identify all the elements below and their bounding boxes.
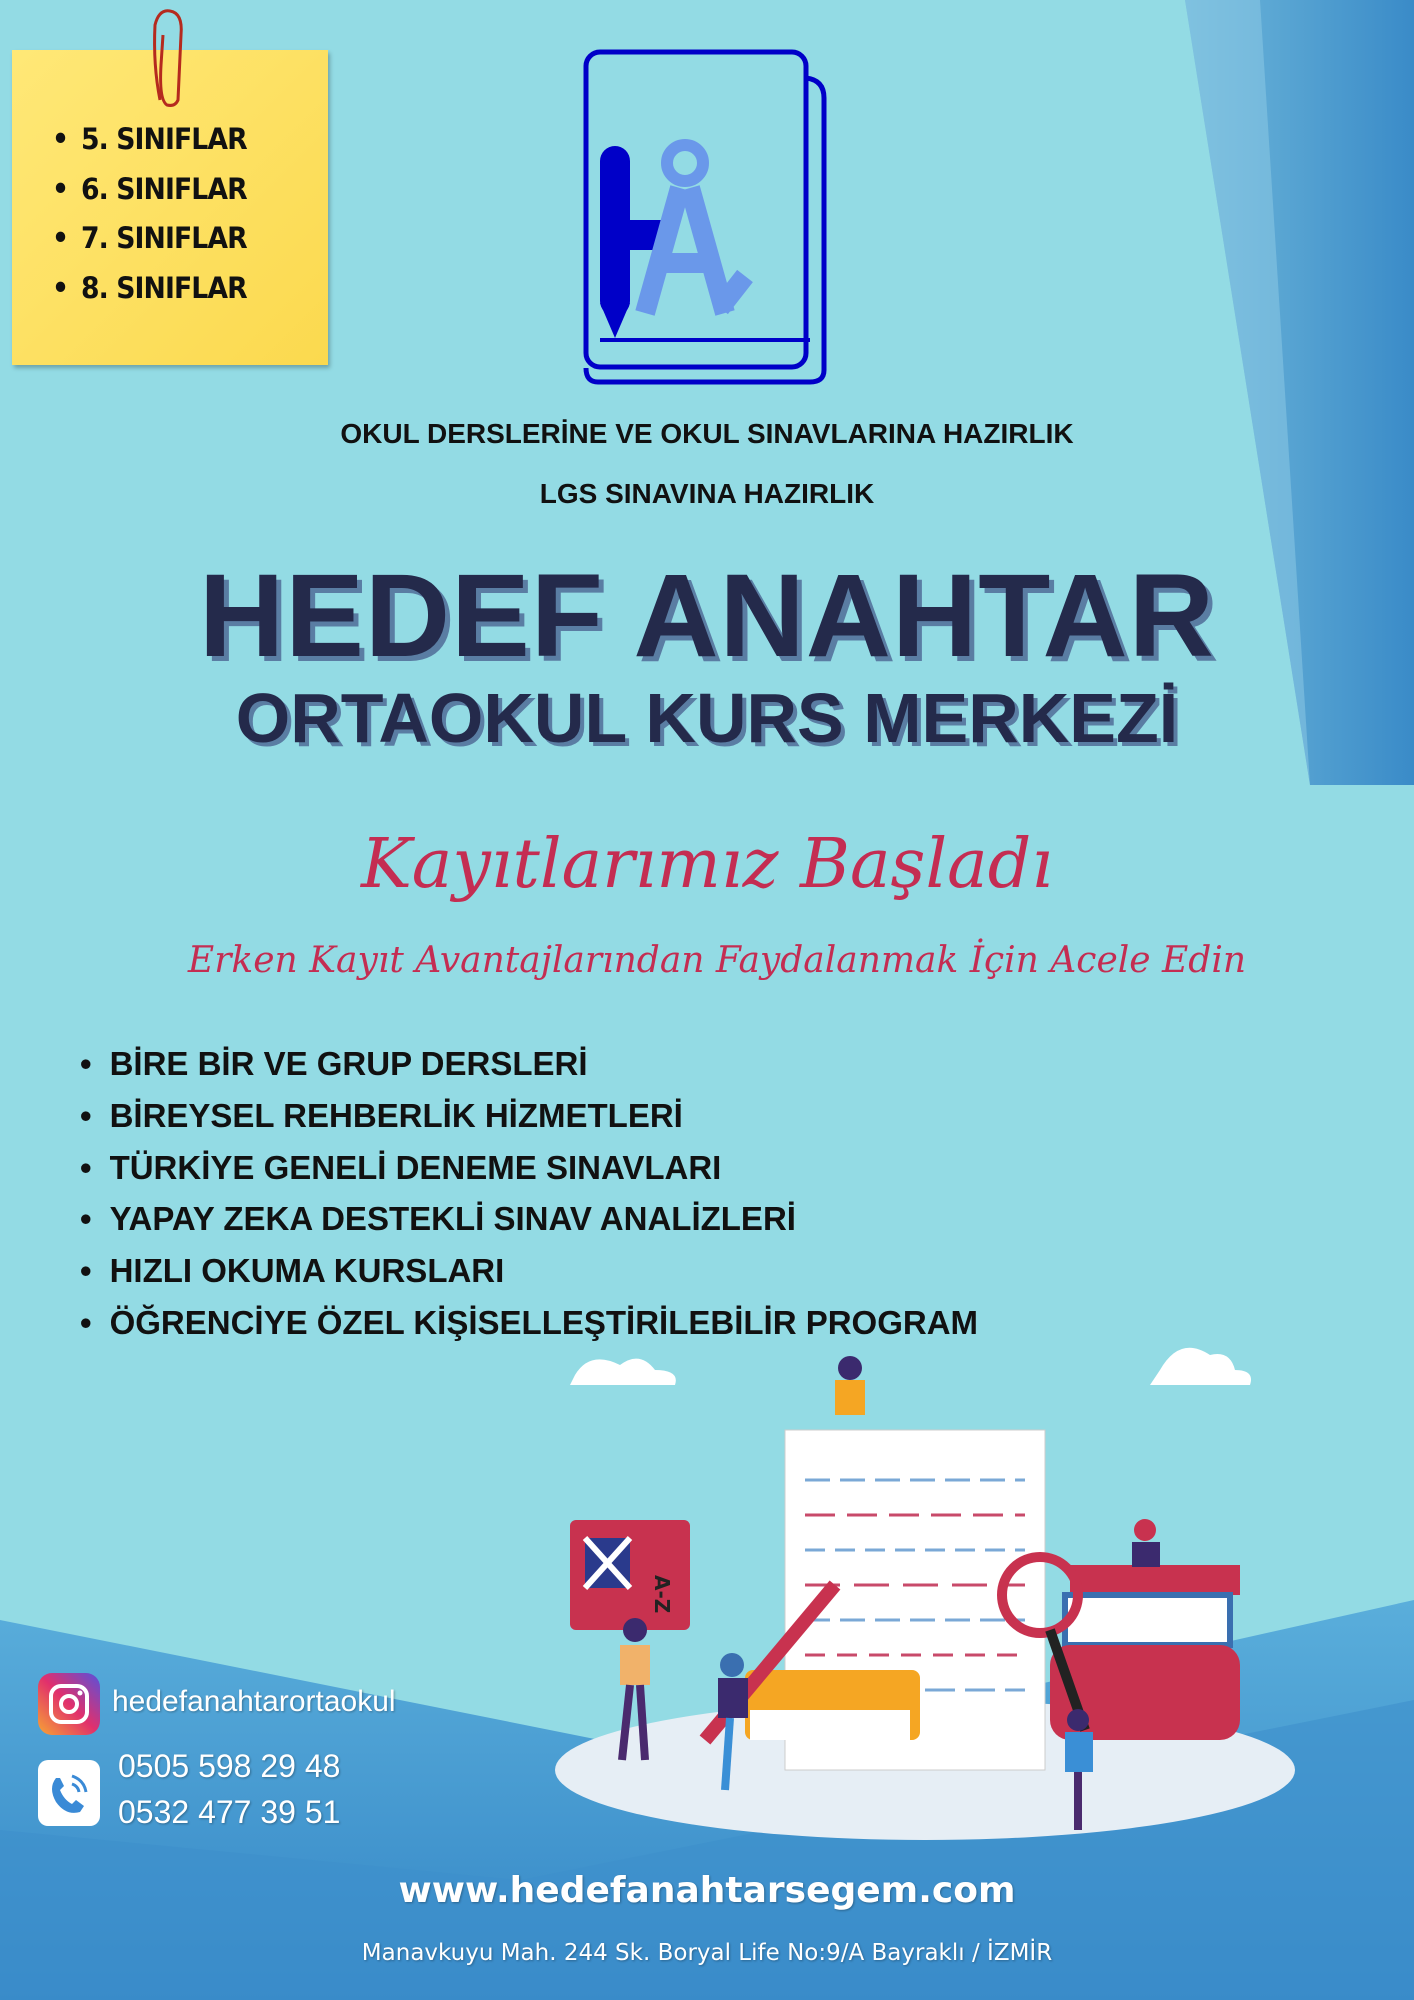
students-books-illustration xyxy=(530,1330,1330,1840)
paperclip-icon xyxy=(145,5,195,110)
subtitle-lgs-prep: LGS SINAVINA HAZIRLIK xyxy=(539,478,875,509)
feature-item: • YAPAY ZEKA DESTEKLİ SINAV ANALİZLERİ xyxy=(80,1200,978,1252)
book-label: A-Z xyxy=(650,1575,674,1614)
page-title: HEDEF ANAHTAR xyxy=(199,550,1215,682)
grade-item: • 7. SINIFLAR xyxy=(52,221,306,271)
phone-icon[interactable] xyxy=(38,1760,100,1826)
grade-item: • 5. SINIFLAR xyxy=(52,122,306,172)
grade-item: • 6. SINIFLAR xyxy=(52,172,306,222)
instagram-handle[interactable]: hedefanahtarortaokul xyxy=(112,1685,396,1718)
registration-headline: Kayıtlarımız Başladı xyxy=(360,825,1054,904)
page-subtitle: ORTAOKUL KURS MERKEZİ xyxy=(235,679,1179,757)
subtitle-school-prep: OKUL DERSLERİNE VE OKUL SINAVLARINA HAZIRLIK xyxy=(340,418,1074,449)
feature-item: • HIZLI OKUMA KURSLARI xyxy=(80,1252,978,1304)
feature-item: • ÖĞRENCİYE ÖZEL KİŞİSELLEŞTİRİLEBİLİR PROGRAM xyxy=(80,1304,978,1356)
phone-number[interactable]: 0505 598 29 48 xyxy=(118,1748,341,1784)
feature-item: • BİRE BİR VE GRUP DERSLERİ xyxy=(80,1045,978,1097)
grade-item: • 8. SINIFLAR xyxy=(52,271,306,321)
logo xyxy=(580,48,835,388)
address: Manavkuyu Mah. 244 Sk. Boryal Life No:9/A Bayraklı / İZMİR xyxy=(361,1940,1053,1966)
early-registration-tagline: Erken Kayıt Avantajlarından Faydalanmak İçin Acele Edin xyxy=(187,940,1247,981)
instagram-icon[interactable] xyxy=(38,1673,100,1735)
website-link[interactable]: www.hedefanahtarsegem.com xyxy=(398,1870,1016,1911)
feature-item: • BİREYSEL REHBERLİK HİZMETLERİ xyxy=(80,1097,978,1149)
feature-item: • TÜRKİYE GENELİ DENEME SINAVLARI xyxy=(80,1149,978,1201)
features-list xyxy=(80,1045,978,1356)
phone-number[interactable]: 0532 477 39 51 xyxy=(118,1794,341,1830)
